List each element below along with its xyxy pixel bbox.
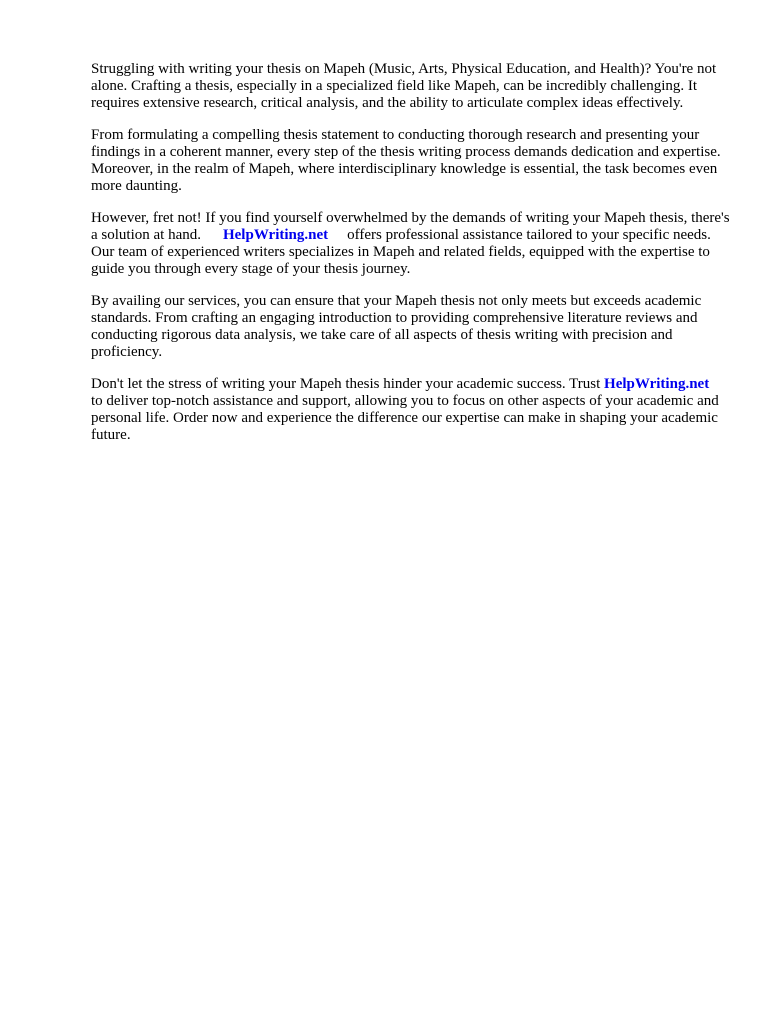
paragraph-solution-text-after: offers professional assistance tailored to your specific needs. Our team of experienced writers specializes in Mapeh and related fields, equipped with the expertise to guide you through every stage of your thesis journey. (91, 227, 711, 277)
helpwriting-link[interactable]: HelpWriting.net (604, 376, 710, 392)
paragraph-services: By availing our services, you can ensure that your Mapeh thesis not only meets but exceeds academic standards. From crafting an engaging introduction to providing comprehensive literature reviews and conducting rigorous data analysis, we take care of all aspects of thesis writing with precision and proficiency. (91, 293, 702, 360)
paragraph-solution (91, 210, 731, 278)
paragraph-closing-text-before: Don't let the stress of writing your Mapeh thesis hinder your academic success. Trust (91, 376, 601, 392)
paragraph-closing-text-after: to deliver top-notch assistance and support, allowing you to focus on other aspects of your academic and personal life. Order now and experience the difference our expertise can make in shaping your academic future. (91, 393, 719, 443)
paragraph-intro: Struggling with writing your thesis on Mapeh (Music, Arts, Physical Education, and Health)? You're not alone. Crafting a thesis, especially in a specialized field like Mapeh, can be incredibly challenging. It requires extensive research, critical analysis, and the ability to articulate complex ideas effectively. (91, 61, 717, 111)
helpwriting-link[interactable]: HelpWriting.net (222, 227, 329, 243)
paragraph-closing (91, 376, 731, 444)
paragraph-process: From formulating a compelling thesis statement to conducting thorough research and presenting your findings in a coherent manner, every step of the thesis writing process demands dedication and expertise. Moreover, in the realm of Mapeh, where interdisciplinary knowledge is essential, the task becomes even more daunting. (91, 127, 721, 194)
document-page (91, 61, 731, 459)
paragraph-solution-text-before: However, fret not! If you find yourself overwhelmed by the demands of writing your Mapeh thesis, there's a solution at hand. (91, 210, 730, 243)
